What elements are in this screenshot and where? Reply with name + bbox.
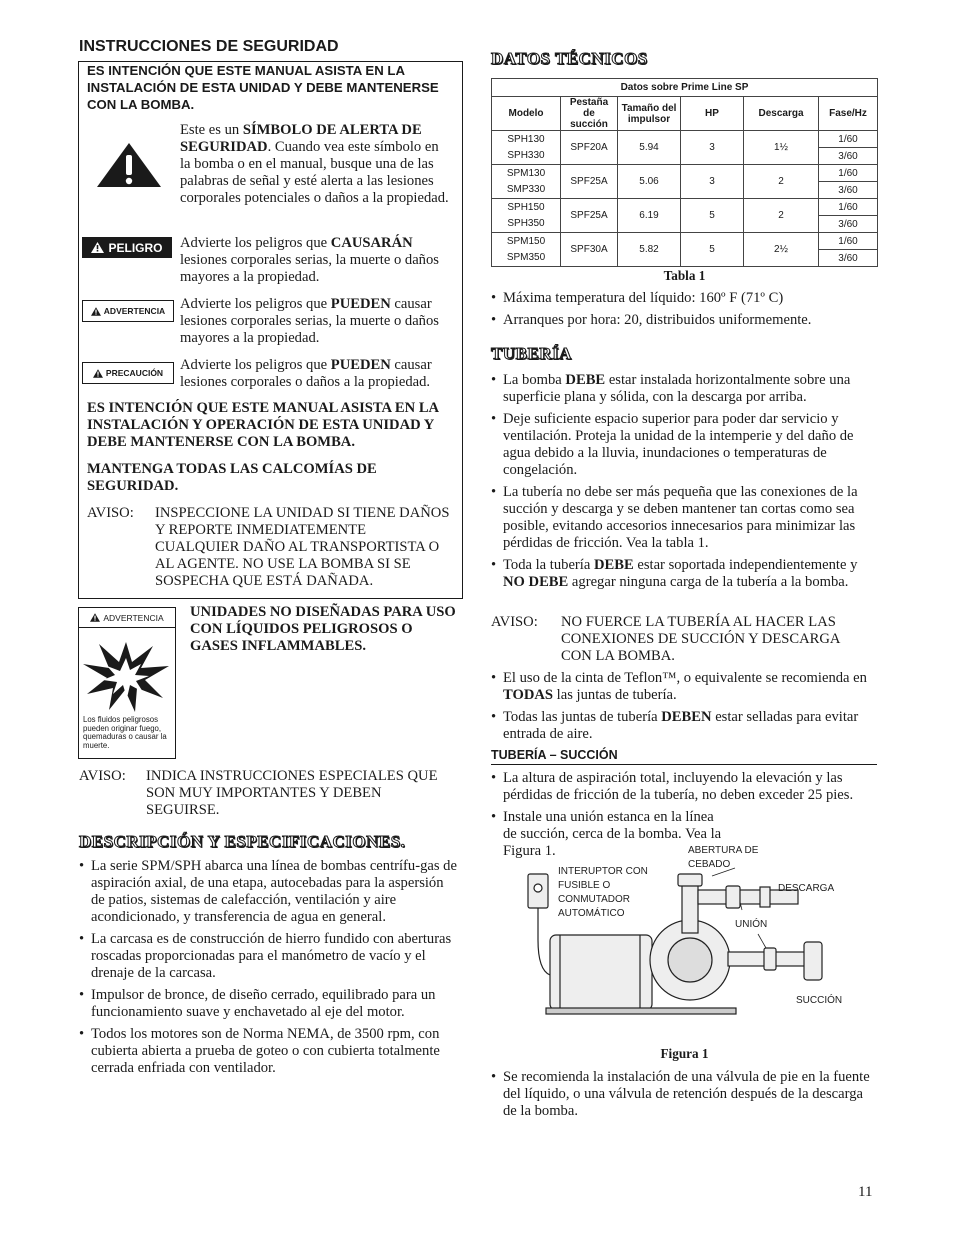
manual-notice: ES INTENCIÓN QUE ESTE MANUAL ASISTA EN LA INSTALACIÓN Y OPERACIÓN DE ESTA UNIDAD Y DEBE MANTENERSE CON LA BOMBA. bbox=[87, 400, 439, 450]
table-cell: 3/60 bbox=[819, 148, 878, 165]
hazard-label-header bbox=[79, 608, 175, 628]
precaucion-text: Advierte los peligros que PUEDEN causar lesiones corporales o daños a la propiedad. bbox=[180, 357, 432, 390]
list-item: • La bomba DEBE estar instalada horizontalmente sobre una superficie plana y sólida, con la descarga por arriba. bbox=[491, 372, 878, 406]
succion-list-2 bbox=[491, 1069, 878, 1125]
table-cell: SPM130 bbox=[492, 165, 561, 182]
warning-triangle-icon bbox=[93, 369, 103, 378]
table-cell: SPH350 bbox=[492, 216, 561, 233]
tuberia-list bbox=[491, 372, 878, 596]
table-header: Modelo bbox=[492, 97, 561, 131]
table-header: Tamaño del impulsor bbox=[618, 97, 681, 131]
table-label: Tabla 1 bbox=[663, 268, 706, 283]
page-number: 11 bbox=[858, 1184, 873, 1200]
list-item: • Todas las juntas de tubería DEBEN estar selladas para evitar entrada de aire. bbox=[491, 709, 881, 743]
figure-label-switch: INTERUPTOR CON FUSIBLE O CONMUTADOR AUTOMÁTICO bbox=[558, 866, 648, 919]
list-item: • Toda la tubería DEBE estar soportada independientemente y NO DEBE agregar ninguna carga de la tubería a la bomba. bbox=[491, 557, 878, 591]
figure-caption: Figura 1 bbox=[660, 1046, 709, 1061]
tuberia-list-2 bbox=[491, 670, 881, 748]
list-item: • Todos los motores son de Norma NEMA, de 3500 rpm, con cubierta abierta a prueba de goteo o con cubierta totalmente cerrada enfriada con ventilador. bbox=[79, 1026, 457, 1077]
list-item: • La serie SPM/SPH abarca una línea de bombas centrífu-gas de aspiración axial, de una etapa, autocebadas para la aspersión de patios, sistemas de calefacción, ventilación y aire acondicionado, y transferencia de agua en general. bbox=[79, 858, 457, 926]
table-cell: SPH330 bbox=[492, 148, 561, 165]
advertencia-badge bbox=[82, 300, 174, 322]
table-cell: 3 bbox=[681, 165, 744, 199]
table-cell: 5.82 bbox=[618, 233, 681, 267]
advertencia-text: Advierte los peligros que PUEDEN causar lesiones corporales serias, la muerte o daños mayores a la propiedad. bbox=[180, 296, 439, 346]
list-item: • Deje suficiente espacio superior para poder dar servicio y ventilación. Proteja la unidad de la intemperie y del daño de agua debido a la lluvia, inundaciones o temperaturas de congelación. bbox=[491, 411, 878, 479]
motor bbox=[550, 935, 652, 1010]
peligro-label: PELIGRO bbox=[108, 240, 163, 255]
aviso-special-text: INDICA INSTRUCCIONES ESPECIALES QUE SON MUY IMPORTANTES Y DEBEN SEGUIRSE. bbox=[146, 768, 438, 818]
specs-table-caption: Datos sobre Prime Line SP bbox=[492, 79, 878, 97]
table-cell: 2 bbox=[744, 199, 819, 233]
table-row bbox=[492, 199, 878, 216]
table-cell: SPF25A bbox=[561, 165, 618, 199]
figure-label-union: UNIÓN bbox=[735, 919, 768, 930]
table-cell: 6.19 bbox=[618, 199, 681, 233]
hazard-warning-text: UNIDADES NO DISEÑADAS PARA USO CON LÍQUIDOS PELIGROSOS O GASES INFLAMMABLES. bbox=[190, 604, 456, 654]
aviso-inspection-text: INSPECCIONE LA UNIDAD SI TIENE DAÑOS Y REPORTE INMEDIATEMENTE CUALQUIER DAÑO AL TRANSPORTISTA O AL AGENTE. NO USE LA BOMBA SI SE SOSPECHA QUE ESTÁ DAÑADA. bbox=[155, 505, 450, 589]
table-cell: 1/60 bbox=[819, 233, 878, 250]
list-item: • El uso de la cinta de Teflon™, o equivalente se recomienda en TODAS las juntas de tubería. bbox=[491, 670, 881, 704]
list-item: • Instale una unión estanca en la línea de succión, cerca de la bomba. Vea la Figura 1. bbox=[491, 809, 723, 860]
figure-label-discharge: DESCARGA bbox=[778, 883, 835, 894]
description-list bbox=[79, 858, 457, 1082]
table-header: Descarga bbox=[744, 97, 819, 131]
warning-triangle-icon bbox=[91, 242, 104, 253]
decals-notice: MANTENGA TODAS LAS CALCOMÍAS DE SEGURIDAD. bbox=[87, 461, 377, 494]
table-cell: 1/60 bbox=[819, 165, 878, 182]
figure-label-suction: SUCCIÓN bbox=[796, 995, 843, 1006]
table-row bbox=[492, 165, 878, 182]
advertencia-label: ADVERTENCIA bbox=[103, 306, 166, 316]
list-item: • La altura de aspiración total, incluyendo la elevación y las pérdidas de fricción de la tubería, no deben exceder 25 pies. bbox=[491, 770, 878, 804]
list-item: • Se recomienda la instalación de una válvula de pie en la fuente del líquido, o una válvula de retención después de la descarga de la bomba. bbox=[491, 1069, 878, 1120]
union-fitting bbox=[726, 886, 740, 908]
safety-alert-icon bbox=[96, 142, 162, 188]
table-cell: 2½ bbox=[744, 233, 819, 267]
table-row bbox=[492, 131, 878, 148]
table-cell: 3 bbox=[681, 131, 744, 165]
hazard-label-caption: Los fluidos peligrosos pueden originar fuego, quemaduras o causar la muerte. bbox=[83, 715, 167, 750]
tuberia-title: TUBERÍA bbox=[491, 344, 572, 363]
warning-triangle-icon bbox=[90, 613, 100, 622]
table-cell: 2 bbox=[744, 165, 819, 199]
succion-title: TUBERÍA – SUCCIÓN bbox=[491, 748, 877, 765]
table-row bbox=[492, 233, 878, 250]
table-cell: SPF20A bbox=[561, 131, 618, 165]
alert-symbol-text: Este es un SÍMBOLO DE ALERTA DE SEGURIDAD. Cuando vea este símbolo en la bomba o en el manual, busque una de las palabras de señal y esté alerta a las lesiones corporales potenciales o daños a la propiedad. bbox=[180, 122, 449, 206]
aviso-piping-text: NO FUERCE LA TUBERÍA AL HACER LAS CONEXIONES DE SUCCIÓN Y DESCARGA CON LA BOMBA. bbox=[561, 614, 840, 664]
datos-title: DATOS TÉCNICOS bbox=[491, 49, 648, 68]
table-cell: 1/60 bbox=[819, 199, 878, 216]
description-title: DESCRIPCIÓN Y ESPECIFICACIONES. bbox=[79, 832, 406, 851]
precaucion-badge bbox=[82, 362, 174, 384]
table-cell: 1½ bbox=[744, 131, 819, 165]
list-item: • La tubería no debe ser más pequeña que las conexiones de la succión y descarga y se deben mantener tan cortas como sea posible, evitando accesorios innecesarios para minimizar las pérdidas de fricción. Vea la tabla 1. bbox=[491, 484, 878, 552]
table-cell: SPF30A bbox=[561, 233, 618, 267]
list-item: • Máxima temperatura del líquido: 160º F (71º C) bbox=[491, 290, 878, 307]
peligro-text: Advierte los peligros que CAUSARÁN lesiones corporales serias, la muerte o daños mayores a la propiedad. bbox=[180, 235, 439, 285]
aviso-label: AVISO: bbox=[491, 614, 538, 630]
aviso-label: AVISO: bbox=[79, 768, 126, 784]
specs-table-body bbox=[492, 131, 878, 267]
hazard-label bbox=[78, 607, 176, 759]
table-header: Fase/Hz bbox=[819, 97, 878, 131]
precaucion-label: PRECAUCIÓN bbox=[105, 368, 164, 378]
table-cell: 5.06 bbox=[618, 165, 681, 199]
safety-box-intro: ES INTENCIÓN QUE ESTE MANUAL ASISTA EN LA INSTALACIÓN DE ESTA UNIDAD Y DEBE MANTENERSE CON LA BOMBA. bbox=[87, 63, 439, 112]
table-cell: 5 bbox=[681, 199, 744, 233]
peligro-badge bbox=[82, 237, 172, 258]
list-item: • Arranques por hora: 20, distribuidos uniformemente. bbox=[491, 312, 878, 329]
table-cell: 5 bbox=[681, 233, 744, 267]
table-cell: SMP330 bbox=[492, 182, 561, 199]
table-cell: SPF25A bbox=[561, 199, 618, 233]
datos-list bbox=[491, 290, 878, 334]
safety-heading: INSTRUCCIONES DE SEGURIDAD bbox=[79, 38, 339, 55]
table-cell: SPM150 bbox=[492, 233, 561, 250]
table-cell: 3/60 bbox=[819, 250, 878, 267]
list-item: • La carcasa es de construcción de hierro fundido con aberturas roscadas proporcionadas para el manómetro de vacío y el drenaje de la carcasa. bbox=[79, 931, 457, 982]
table-cell: 3/60 bbox=[819, 182, 878, 199]
specs-table bbox=[491, 78, 878, 267]
table-cell: 1/60 bbox=[819, 131, 878, 148]
hazard-label-title: ADVERTENCIA bbox=[103, 612, 164, 623]
table-cell: 3/60 bbox=[819, 216, 878, 233]
list-item: • Impulsor de bronce, de diseño cerrado, equilibrado para un funcionamiento suave y enchavetado al eje del motor. bbox=[79, 987, 457, 1021]
table-cell: SPH150 bbox=[492, 199, 561, 216]
table-cell: 5.94 bbox=[618, 131, 681, 165]
aviso-label: AVISO: bbox=[87, 505, 134, 521]
warning-triangle-icon bbox=[91, 307, 101, 316]
explosion-icon bbox=[79, 628, 173, 716]
table-cell: SPH130 bbox=[492, 131, 561, 148]
figure-label-priming: ABERTURA DE CEBADO bbox=[688, 845, 759, 870]
table-header: HP bbox=[681, 97, 744, 131]
table-header: Pestaña de succión bbox=[561, 97, 618, 131]
table-cell: SPM350 bbox=[492, 250, 561, 267]
